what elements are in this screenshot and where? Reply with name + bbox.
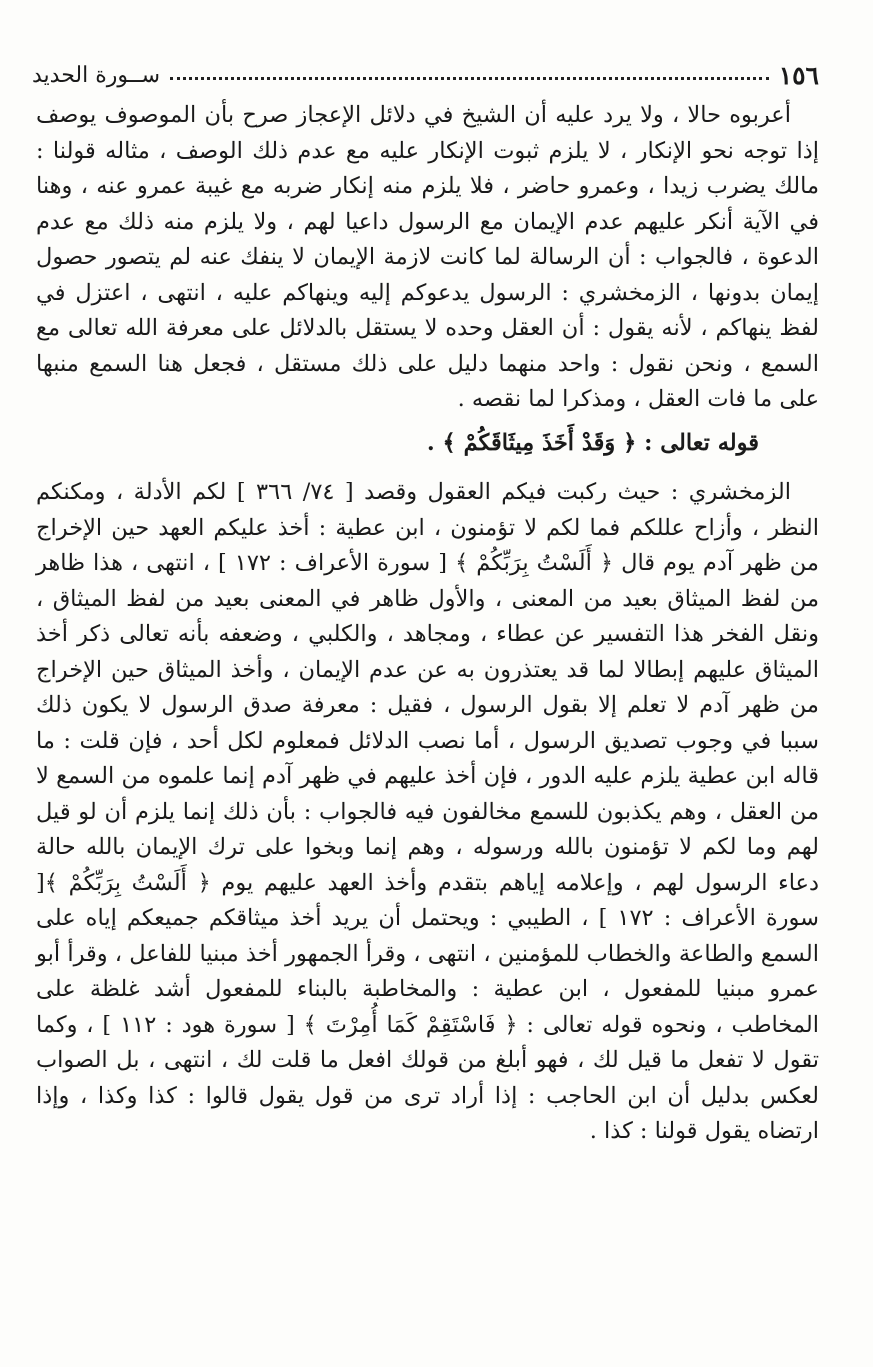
verse-heading: قوله تعالى : ﴿ وَقَدْ أَخَذَ مِيثَاقَكُمْ ﴾ . bbox=[426, 429, 759, 456]
commentary-paragraph: الزمخشري : حيث ركبت فيكم العقول وقصد [ ٧٤/ ٣٦٦ ] لكم الأدلة ، ومكنكم النظر ، وأزاح عللكم فما لكم لا تؤمنون ، ابن عطية : أخذ عليكم العهد حين الإخراج من ظهر آدم يوم قال ﴿ أَلَسْتُ بِرَبِّكُمْ ﴾ [ سورة الأعراف : ١٧٢ ] ، انتهى ، هذا ظاهر من لفظ الميثاق بعيد من المعنى ، والأول ظاهر في المعنى بعيد من لفظ الميثاق ، ونقل الفخر هذا التفسير عن عطاء ، ومجاهد ، والكلبي ، وضعفه بأنه تعالى ذكر أخذ الميثاق عليهم إبطالا لما قد يعتذرون به عن عدم الإيمان ، وأخذ الميثاق حين الإخراج من ظهر آدم لا تعلم إلا بقول الرسول ، فقيل : معرفة صدق الرسول لا يكون ذلك سببا في وجوب تصديق الرسول ، أما نصب الدلائل فمعلوم لكل أحد ، فإن قلت : ما قاله ابن عطية يلزم عليه الدور ، فإن أخذ عليهم في ظهر آدم إنما علموه من السمع لا من العقل ، وهم يكذبون للسمع مخالفون فيه فالجواب : بأن ذلك إنما يلزم أن لو قيل لهم وما لكم لا تؤمنون بالله ورسوله ، وهم إنما وبخوا على ترك الإيمان بالله حالة دعاء الرسول لهم ، وإعلامه إياهم بتقدم وأخذ العهد عليهم يوم ﴿ أَلَسْتُ بِرَبِّكُمْ ﴾[ سورة الأعراف : ١٧٢ ] ، الطيبي : ويحتمل أن يريد أخذ ميثاقكم جميعكم إياه على السمع والطاعة والخطاب للمؤمنين ، انتهى ، وقرأ الجمهور أخذ مبنيا للفاعل ، وقرأ أبو عمرو مبنيا للمفعول ، ابن عطية : والمخاطبة بالبناء للمفعول أشد غلظة على المخاطب ، ونحوه قوله تعالى : ﴿ فَاسْتَقِمْ كَمَا أُمِرْتَ ﴾ [ سورة هود : ١١٢ ] ، وكما تقول لا تفعل ما قيل لك ، فهو أبلغ من قولك افعل ما قلت لك ، انتهى ، بل الصواب لعكس بدليل أن ابن الحاجب : إذا أراد ترى من قول يقول قالوا : كذا وكذا ، وإذا ارتضاه يقول قولنا : كذا . bbox=[36, 479, 820, 1144]
dotted-leader bbox=[170, 77, 769, 80]
body-text bbox=[36, 98, 819, 1150]
commentary-paragraph: أعربوه حالا ، ولا يرد عليه أن الشيخ في دلائل الإعجاز صرح بأن الموصوف يوصف إذا توجه نحو الإنكار ، لا يلزم ثبوت الإنكار عليه مع عدم ذلك الوصف ، مثاله قولنا : مالك يضرب زيدا ، وعمرو حاضر ، فلا يلزم منه إنكار ضربه مع غيبة عمرو عنه ، وهنا في الآية أنكر عليهم عدم الإيمان مع الرسول داعيا لهم ، ولا يلزم منه ذلك مع عدم الدعوة ، فالجواب : أن الرسالة لما كانت لازمة الإيمان لا ينفك عنه لم يتصور حصول إيمان بدونها ، الزمخشري : الرسول يدعوكم إليه وينهاكم عليه ، انتهى ، اعتزل في لفظ ينهاكم ، لأنه يقول : أن العقل وحده لا يستقل بالدلائل على معرفة الله تعالى مع السمع ، ونحن نقول : واحد منهما دليل على ذلك مستقل ، فجعل هنا السمع منبها على ما فات العقل ، ومذكرا لما نقصه . bbox=[36, 102, 819, 412]
sura-title: ســورة الحديد bbox=[32, 62, 161, 88]
running-header bbox=[32, 60, 819, 90]
page-number: ١٥٦ bbox=[778, 60, 819, 90]
